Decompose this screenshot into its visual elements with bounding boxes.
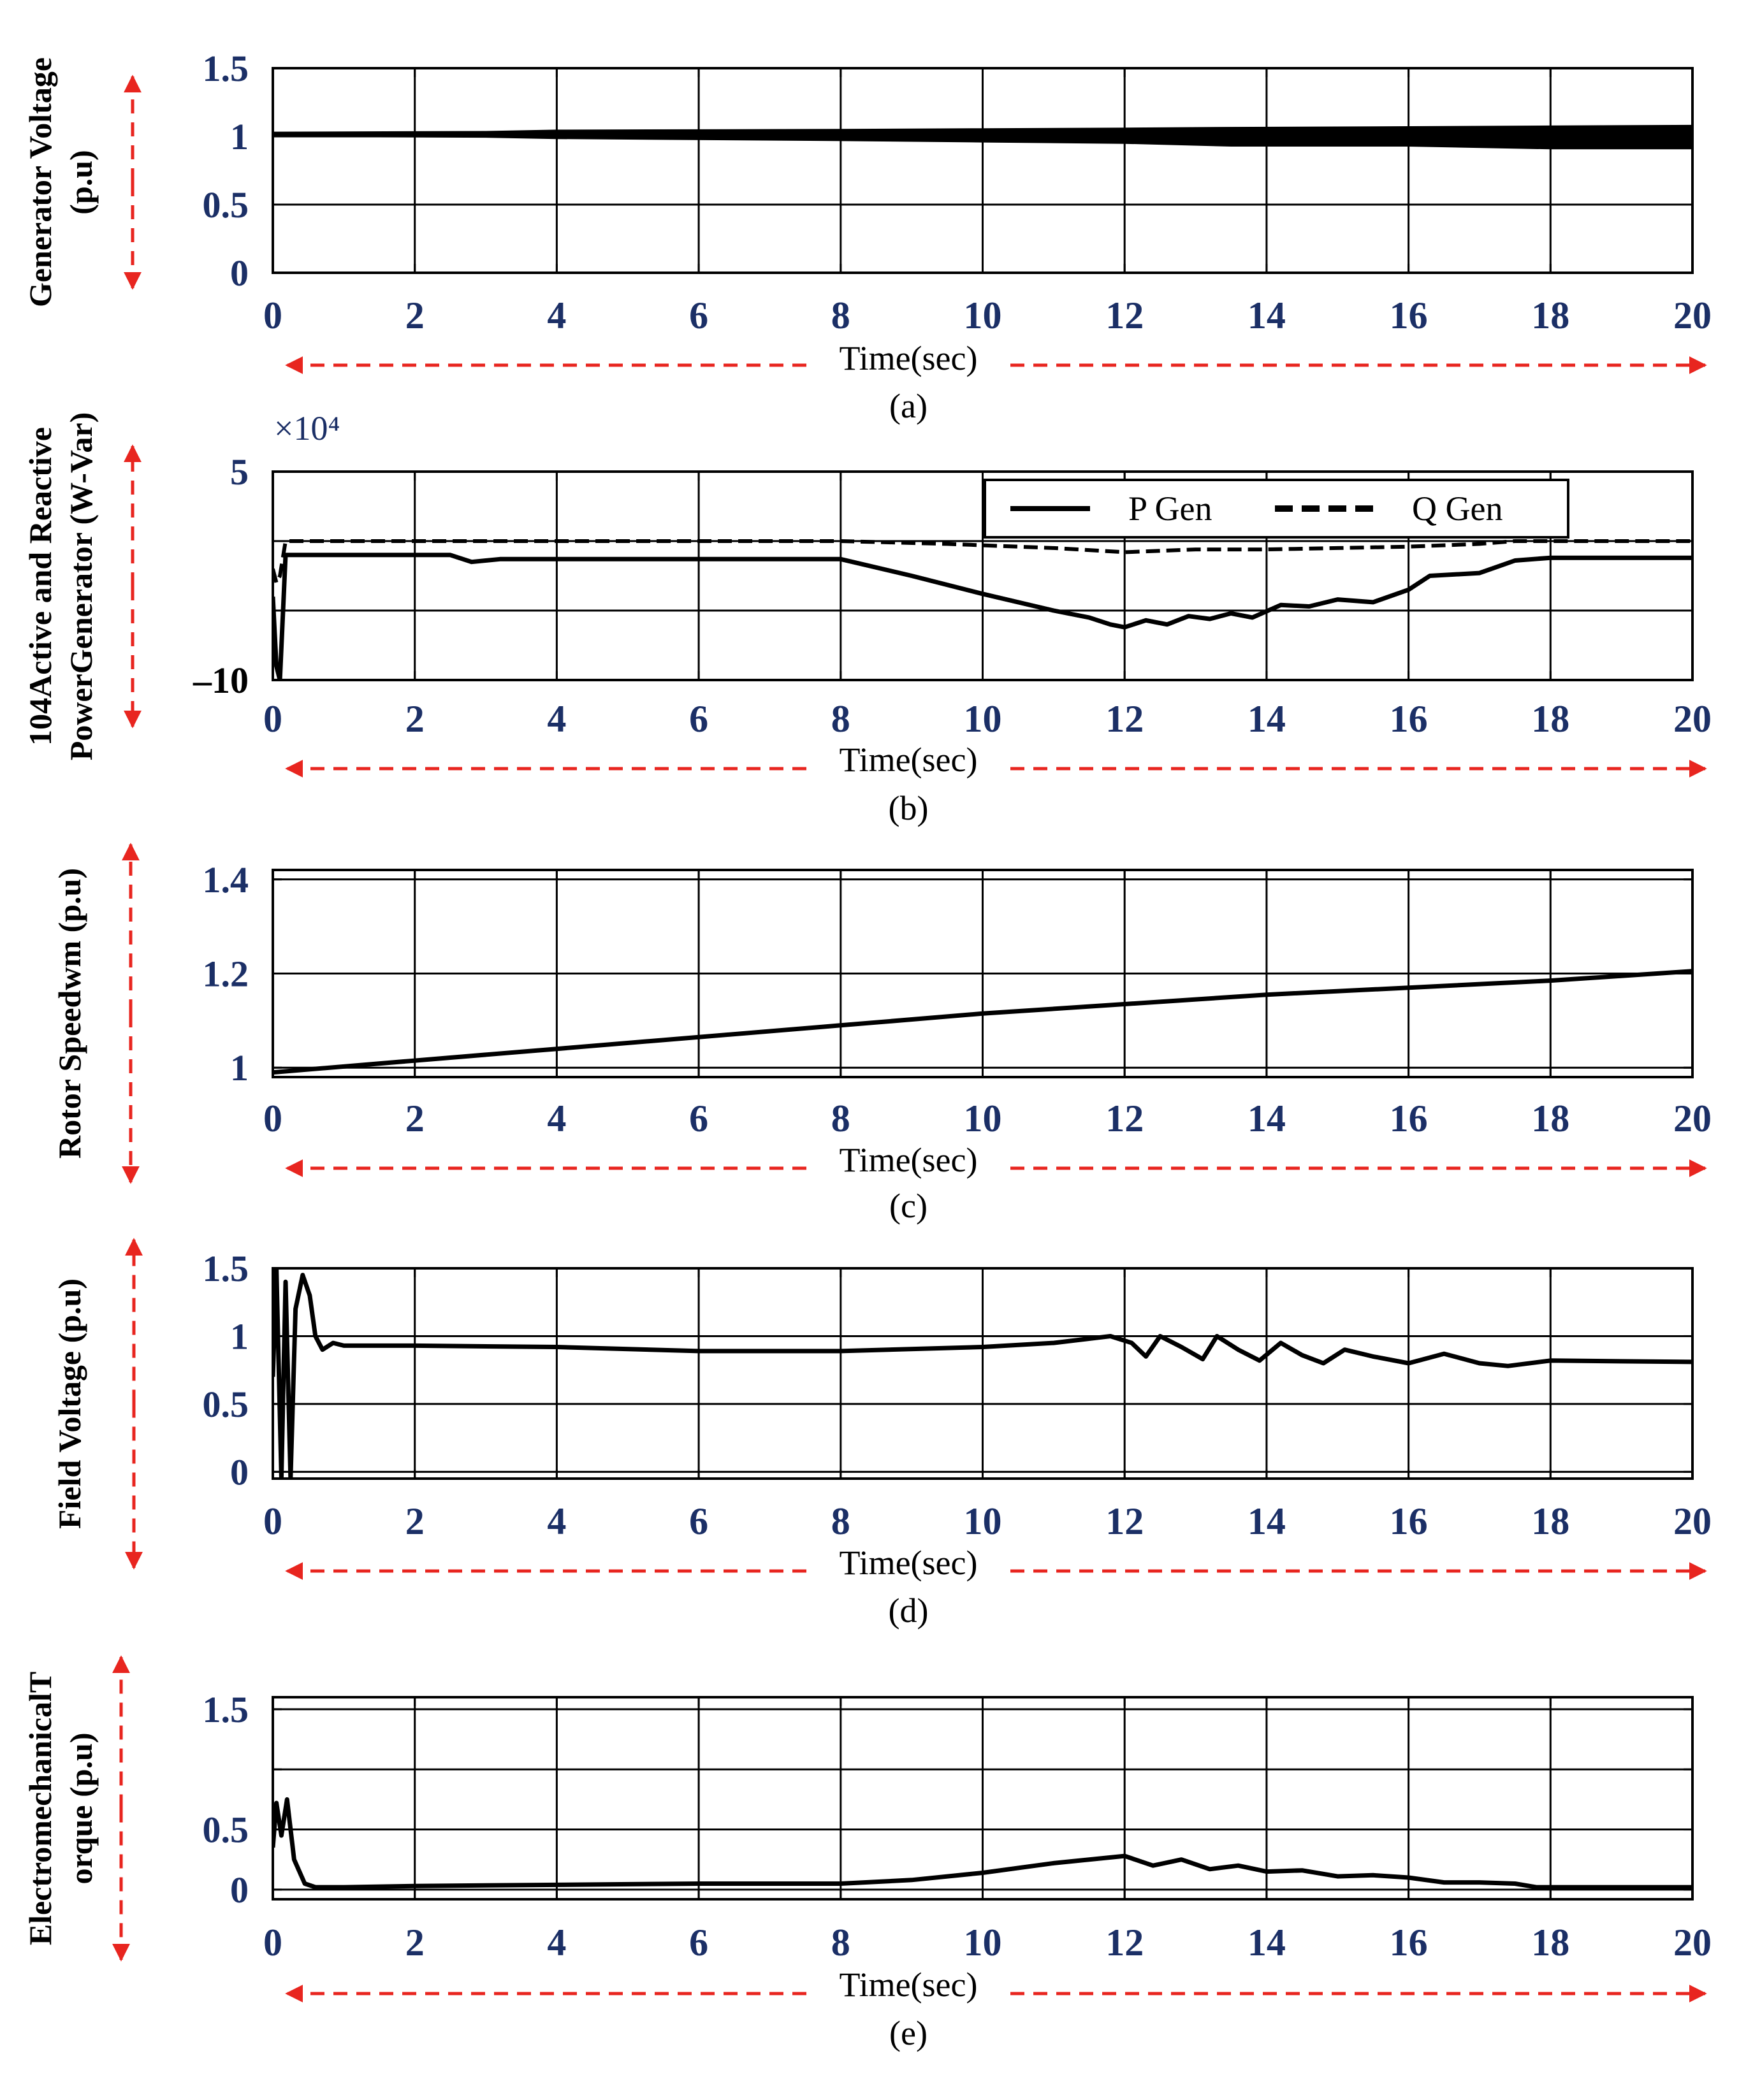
x-tick-label: 10 xyxy=(963,1922,1002,1964)
x-tick-label: 0 xyxy=(263,1097,282,1140)
y-axis-label-line: Field Voltage (p.u) xyxy=(52,1278,87,1530)
y-axis-label-line: orque (p.u) xyxy=(63,1732,99,1885)
x-axis-label: Time(sec) xyxy=(839,1966,978,2004)
y-axis-label-line: 104Active and Reactive xyxy=(22,427,58,746)
x-tick-label: 0 xyxy=(263,698,282,740)
panel-label: (c) xyxy=(889,1187,928,1225)
x-tick-label: 6 xyxy=(689,1097,709,1140)
y-axis-label-line: Generator Voltage xyxy=(22,57,58,308)
x-tick-label: 2 xyxy=(405,1097,425,1140)
y-axis-label xyxy=(52,1278,87,1529)
y-tick-label: 1 xyxy=(230,116,249,157)
x-tick-label: 16 xyxy=(1389,294,1428,337)
y-tick-label: 1.2 xyxy=(202,953,249,995)
y-tick-label: 0 xyxy=(230,1869,249,1911)
x-tick-label: 20 xyxy=(1673,1922,1712,1964)
x-tick-label: 14 xyxy=(1247,1097,1286,1140)
y-tick-label: 1.5 xyxy=(202,1248,249,1289)
axis-multiplier: ×10⁴ xyxy=(274,409,340,447)
x-tick-label: 20 xyxy=(1673,1097,1712,1140)
chart-panel-1 xyxy=(22,48,1712,425)
x-tick-label: 18 xyxy=(1531,698,1570,740)
y-tick-label: 0 xyxy=(230,1451,249,1493)
x-tick-label: 2 xyxy=(405,1922,425,1964)
x-tick-label: 6 xyxy=(689,1500,709,1542)
x-tick-label: 18 xyxy=(1531,1922,1570,1964)
x-tick-label: 8 xyxy=(831,698,850,740)
x-tick-label: 14 xyxy=(1247,698,1286,740)
y-axis-label-line: (p.u) xyxy=(63,150,99,215)
x-tick-label: 10 xyxy=(963,698,1002,740)
x-tick-label: 12 xyxy=(1105,1500,1144,1542)
x-tick-label: 10 xyxy=(963,1097,1002,1140)
y-axis-label xyxy=(22,57,99,307)
y-tick-label: 1.5 xyxy=(202,1688,249,1730)
x-tick-label: 4 xyxy=(547,1097,567,1140)
y-tick-label: 0.5 xyxy=(202,184,249,226)
y-tick-label: –10 xyxy=(193,660,249,701)
x-tick-label: 8 xyxy=(831,1922,850,1964)
y-axis-label-line: PowerGenerator (W-Var) xyxy=(63,412,99,761)
panel-label: (d) xyxy=(888,1591,929,1630)
y-tick-label: 1.5 xyxy=(202,48,249,89)
x-tick-label: 16 xyxy=(1389,1500,1428,1542)
x-tick-label: 2 xyxy=(405,1500,425,1542)
x-tick-label: 18 xyxy=(1531,1097,1570,1140)
chart-panel-3 xyxy=(52,844,1712,1225)
x-tick-label: 20 xyxy=(1673,1500,1712,1542)
x-tick-label: 14 xyxy=(1247,1922,1286,1964)
x-tick-label: 16 xyxy=(1389,1097,1428,1140)
x-tick-label: 2 xyxy=(405,294,425,337)
y-axis-label-line: ElectromechanicalT xyxy=(22,1671,58,1946)
x-tick-label: 12 xyxy=(1105,1097,1144,1140)
x-tick-label: 14 xyxy=(1247,1500,1286,1542)
x-tick-label: 8 xyxy=(831,1097,850,1140)
x-tick-label: 14 xyxy=(1247,294,1286,337)
x-tick-label: 12 xyxy=(1105,1922,1144,1964)
x-tick-label: 0 xyxy=(263,294,282,337)
x-tick-label: 18 xyxy=(1531,1500,1570,1542)
y-tick-label: 0.5 xyxy=(202,1809,249,1851)
legend-label-p-gen: P Gen xyxy=(1128,489,1212,528)
x-tick-label: 2 xyxy=(405,698,425,740)
x-tick-label: 6 xyxy=(689,698,709,740)
x-tick-label: 6 xyxy=(689,1922,709,1964)
y-axis-label xyxy=(22,412,99,761)
x-tick-label: 0 xyxy=(263,1500,282,1542)
x-tick-label: 12 xyxy=(1105,698,1144,740)
x-tick-label: 8 xyxy=(831,294,850,337)
x-tick-label: 6 xyxy=(689,294,709,337)
y-axis-label-line: Rotor Speedwm (p.u) xyxy=(52,867,87,1159)
x-tick-label: 0 xyxy=(263,1922,282,1964)
x-tick-label: 4 xyxy=(547,698,567,740)
panel-label: (a) xyxy=(889,387,928,425)
legend xyxy=(985,480,1568,537)
x-tick-label: 12 xyxy=(1105,294,1144,337)
legend-label-q-gen: Q Gen xyxy=(1412,489,1503,528)
x-axis-label: Time(sec) xyxy=(839,741,978,779)
x-tick-label: 8 xyxy=(831,1500,850,1542)
y-tick-label: 5 xyxy=(230,451,249,493)
x-axis-label: Time(sec) xyxy=(839,1141,978,1179)
y-tick-label: 1 xyxy=(230,1315,249,1358)
panel-label: (b) xyxy=(888,789,929,827)
y-tick-label: 0.5 xyxy=(202,1383,249,1425)
y-tick-label: 1 xyxy=(230,1047,249,1089)
chart-panel-2 xyxy=(22,409,1712,827)
panel-label: (e) xyxy=(889,2014,928,2052)
x-tick-label: 10 xyxy=(963,294,1002,337)
x-axis-label: Time(sec) xyxy=(839,339,978,377)
x-tick-label: 4 xyxy=(547,1922,567,1964)
x-tick-label: 18 xyxy=(1531,294,1570,337)
x-tick-label: 16 xyxy=(1389,1922,1428,1964)
y-axis-label xyxy=(22,1672,99,1946)
x-tick-label: 16 xyxy=(1389,698,1428,740)
x-tick-label: 4 xyxy=(547,294,567,337)
chart-panel-5 xyxy=(22,1657,1712,2052)
chart-panel-4 xyxy=(52,1240,1712,1630)
x-tick-label: 4 xyxy=(547,1500,567,1542)
y-tick-label: 1.4 xyxy=(202,858,249,901)
x-tick-label: 20 xyxy=(1673,294,1712,337)
y-tick-label: 0 xyxy=(230,252,249,294)
x-axis-label: Time(sec) xyxy=(839,1544,978,1582)
x-tick-label: 10 xyxy=(963,1500,1002,1542)
x-tick-label: 20 xyxy=(1673,698,1712,740)
y-axis-label xyxy=(52,868,87,1159)
